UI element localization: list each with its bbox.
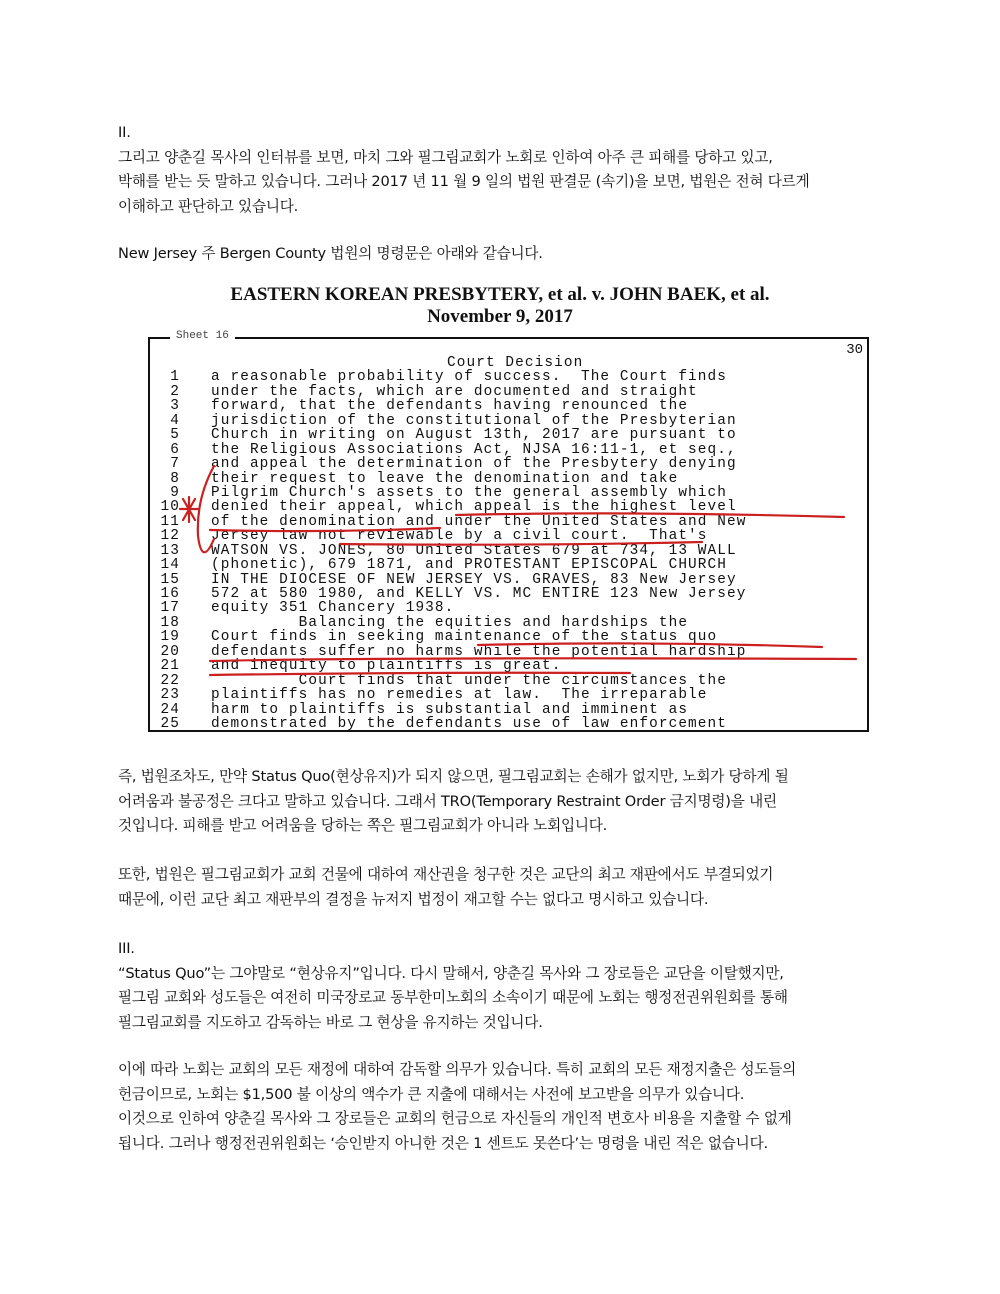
line-text: demonstrated by the defendants use of law enforcement [211, 715, 727, 732]
summary-line-2: 어려움과 불공정은 크다고 말하고 있습니다. 그래서 TRO(Temporary Restraint Order 금지명령)을 내린 [118, 792, 777, 810]
transcript-sheet [148, 330, 869, 732]
section-3-line-1: “Status Quo”는 그야말로 “현상유지”입니다. 다시 말해서, 양춘길 목사와 그 장로들은 교단을 이탈했지만, [118, 964, 784, 982]
line-number: 7 [170, 456, 180, 473]
line-text: Court finds in seeking maintenance of the status quo [211, 629, 718, 646]
section-3-label: III. [118, 940, 135, 957]
finance-line-3: 이것으로 인하여 양춘길 목사와 그 장로들은 교회의 헌금으로 자신들의 개인적 변호사 비용을 지출할 수 없게 [118, 1110, 792, 1127]
finance-line-1: 이에 따라 노회는 교회의 모든 재정에 대하여 감독할 의무가 있습니다. 특히 교회의 모든 재정지출은 성도들의 [118, 1061, 797, 1078]
line-text: a reasonable probability of success. The Court finds [211, 369, 727, 386]
line-number: 2 [170, 383, 180, 400]
line-number: 11 [160, 513, 180, 530]
line-number: 22 [160, 672, 180, 689]
line-number: 17 [160, 600, 180, 617]
line-number: 9 [170, 484, 180, 501]
line-number: 6 [170, 441, 180, 458]
transcript-line [150, 558, 869, 572]
transcript-line [150, 414, 869, 428]
transcript-line [150, 573, 869, 587]
line-text: the Religious Associations Act, NJSA 16:11-1, et seq., [211, 441, 737, 458]
transcript-line [150, 443, 869, 457]
line-text: their request to leave the denomination and take [211, 470, 679, 487]
section-3-line-3: 필그림교회를 지도하고 감독하는 바로 그 현상을 유지하는 것입니다. [118, 1013, 543, 1031]
document-date: November 9, 2017 [427, 306, 573, 327]
line-number: 23 [160, 687, 180, 704]
line-text: plaintiffs has no remedies at law. The irreparable [211, 687, 708, 704]
line-number: 15 [160, 571, 180, 588]
line-number: 25 [160, 715, 180, 732]
section-2-line-3: 이해하고 판단하고 있습니다. [118, 197, 299, 215]
section-2-intro [118, 242, 888, 267]
transcript-line [150, 428, 869, 442]
line-text: (phonetic), 679 1871, and PROTESTANT EPISCOPAL CHURCH [211, 557, 727, 574]
transcript-heading: Court Decision [447, 355, 584, 371]
finance-line-2: 헌금이므로, 노회는 $1,500 불 이상의 액수가 큰 지출에 대해서는 사전에 보고받을 의무가 있습니다. [118, 1085, 745, 1103]
line-text: jurisdiction of the constitutional of the Presbyterian [211, 412, 737, 429]
section-2 [118, 121, 888, 219]
transcript-line [150, 616, 869, 630]
line-number: 1 [170, 369, 180, 386]
line-text: Church in writing on August 13th, 2017 are pursuant to [211, 427, 737, 444]
line-number: 19 [160, 629, 180, 646]
transcript-line [150, 385, 869, 399]
transcript-line [150, 399, 869, 413]
sheet-label: Sheet 16 [170, 330, 235, 342]
property-line-1: 또한, 법원은 필그림교회가 교회 건물에 대하여 재산권을 청구한 것은 교단의 최고 재판에서도 부결되었기 [118, 866, 774, 883]
section-2-line-1: 그리고 양춘길 목사의 인터뷰를 보면, 마치 그와 필그림교회가 노회로 인하여 아주 큰 피해를 당하고 있고, [118, 148, 773, 166]
property-claim-paragraph [118, 863, 888, 912]
transcript-line [150, 544, 869, 558]
finance-paragraph [118, 1058, 888, 1156]
line-text: Pilgrim Church's assets to the general assembly which [211, 484, 727, 501]
line-text: equity 351 Chancery 1938. [211, 600, 455, 617]
line-number: 20 [160, 643, 180, 660]
finance-line-4: 됩니다. 그러나 행정전권위원회는 ‘승인받지 아니한 것은 1 센트도 못쓴다’는 명령을 내린 적은 없습니다. [118, 1134, 768, 1152]
transcript-line [150, 587, 869, 601]
line-number: 8 [170, 470, 180, 487]
transcript-line [150, 529, 869, 543]
transcript-line [150, 630, 869, 644]
line-text: Court finds that under the circumstances the [211, 672, 727, 689]
document-title: EASTERN KOREAN PRESBYTERY, et al. v. JOHN BAEK, et al. [230, 284, 770, 305]
line-text: Jersey law not reviewable by a civil court. That's [211, 528, 708, 545]
line-number: 4 [170, 412, 180, 429]
transcript-line [150, 601, 869, 615]
property-line-2: 때문에, 이런 교단 최고 재판부의 결정을 뉴저지 법정이 재고할 수는 없다고 명시하고 있습니다. [118, 890, 709, 908]
transcript-line [150, 370, 869, 384]
line-number: 3 [170, 398, 180, 415]
transcript-line [150, 703, 869, 717]
line-text: WATSON VS. JONES, 80 United States 679 at 734, 13 WALL [211, 542, 737, 559]
line-text: of the denomination and under the United States and New [211, 513, 747, 530]
line-text: under the facts, which are documented and straight [211, 383, 698, 400]
transcript-line [150, 472, 869, 486]
transcript-line [150, 515, 869, 529]
line-number: 21 [160, 658, 180, 675]
court-summary [118, 765, 888, 839]
line-number: 16 [160, 586, 180, 602]
line-text: harm to plaintiffs is substantial and imminent as [211, 701, 689, 718]
summary-line-3: 것입니다. 피해를 받고 어려움을 당하는 쪽은 필그림교회가 아니라 노회입니다. [118, 817, 608, 834]
line-text: Balancing the equities and hardships the [211, 614, 689, 631]
intro-line: New Jersey 주 Bergen County 법원의 명령문은 아래와 같습니다. [118, 245, 543, 262]
transcript-line [150, 645, 869, 659]
transcript-line [150, 674, 869, 688]
line-number: 13 [160, 542, 180, 559]
transcript-line [150, 688, 869, 702]
section-2-label: II. [118, 124, 131, 141]
transcript-line [150, 457, 869, 471]
summary-line-1: 즉, 법원조차도, 만약 Status Quo(현상유지)가 되지 않으면, 필그림교회는 손해가 없지만, 노회가 당하게 될 [118, 768, 789, 785]
line-text: defendants suffer no harms while the potential hardship [211, 643, 747, 660]
line-text: and inequity to plaintiffs is great. [211, 658, 562, 675]
transcript-body [150, 356, 869, 731]
section-3 [118, 937, 888, 1035]
transcript-line [150, 659, 869, 673]
transcript-line [150, 717, 869, 731]
section-3-line-2: 필그림 교회와 성도들은 여전히 미국장로교 동부한미노회의 소속이기 때문에 노회는 행정전권위원회를 통해 [118, 989, 788, 1006]
line-text: 572 at 580 1980, and KELLY VS. MC ENTIRE 123 New Jersey [211, 586, 747, 602]
line-number: 24 [160, 701, 180, 718]
line-text: forward, that the defendants having renounced the [211, 398, 689, 415]
line-number: 10 [160, 499, 180, 516]
line-text: and appeal the determination of the Presbytery denying [211, 456, 737, 473]
line-number: 12 [160, 528, 180, 545]
page-number: 30 [846, 342, 863, 358]
line-number: 18 [160, 614, 180, 631]
line-number: 5 [170, 427, 180, 444]
section-2-line-2: 박해를 받는 듯 말하고 있습니다. 그러나 2017 년 11 월 9 일의 법원 판결문 (속기)을 보면, 법원은 전혀 다르게 [118, 173, 810, 190]
line-number: 14 [160, 557, 180, 574]
line-text: denied their appeal, which appeal is the highest level [211, 499, 737, 516]
line-text: IN THE DIOCESE OF NEW JERSEY VS. GRAVES, 83 New Jersey [211, 571, 737, 588]
transcript-line [150, 500, 869, 514]
transcript-line [150, 486, 869, 500]
